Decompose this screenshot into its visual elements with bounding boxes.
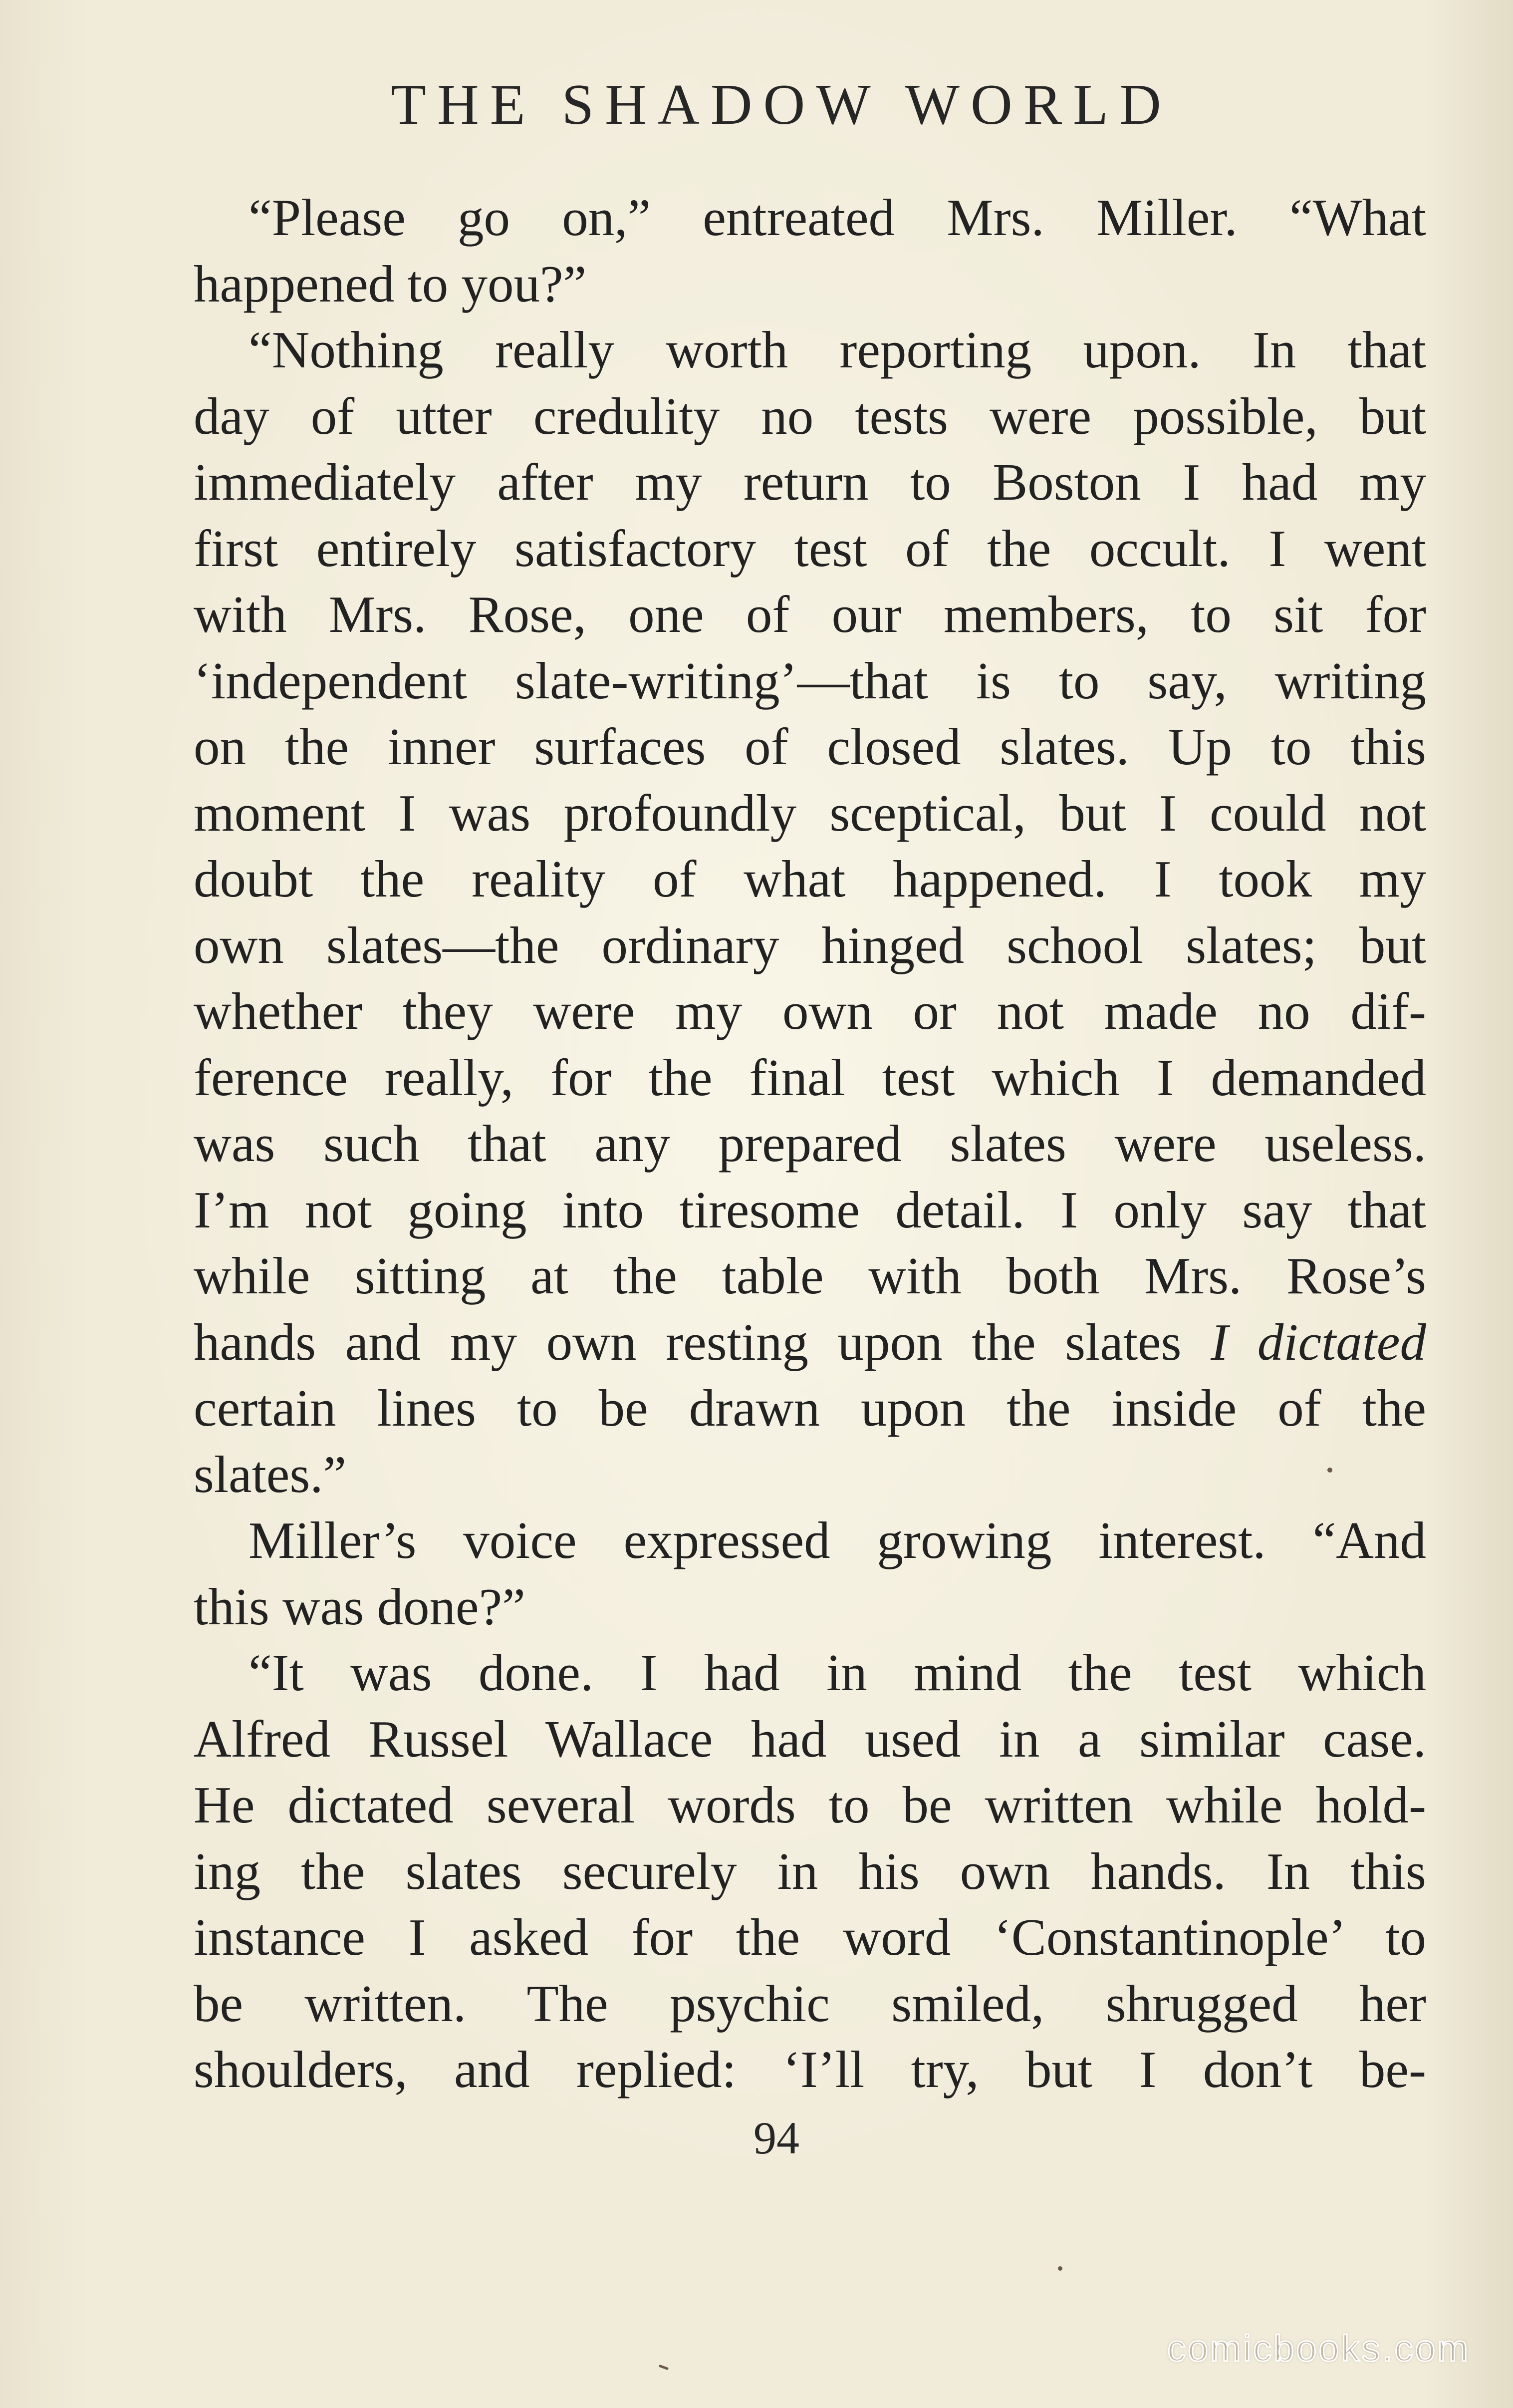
text-line: “Nothing really worth reporting upon. In that xyxy=(249,320,1426,379)
text-line: while sitting at the table with both Mrs. Rose’s xyxy=(194,1246,1426,1305)
text-line: He dictated several words to be written while hold- xyxy=(194,1776,1426,1834)
text-line: was such that any prepared slates were useless. xyxy=(194,1114,1426,1173)
text-line: with Mrs. Rose, one of our members, to sit for xyxy=(194,585,1426,643)
text-line: immediately after my return to Boston I had my xyxy=(194,453,1426,511)
text-line: slates.” xyxy=(194,1445,347,1504)
running-head: THE SHADOW WORLD xyxy=(391,73,1172,137)
text-line xyxy=(194,1309,1426,1376)
text-line: be written. The psychic smiled, shrugged her xyxy=(194,1974,1426,2033)
text-line: doubt the reality of what happened. I took my xyxy=(194,850,1426,908)
text-line: this was done?” xyxy=(194,1577,525,1636)
text-line: “It was done. I had in mind the test which xyxy=(249,1643,1426,1702)
text-line: whether they were my own or not made no dif- xyxy=(194,982,1426,1040)
text-line: Alfred Russel Wallace had used in a similar case. xyxy=(194,1709,1426,1768)
text-line-roman: hands and my own resting upon the slates xyxy=(194,1312,1211,1371)
body-text xyxy=(194,185,1426,2103)
text-line: instance I asked for the word ‘Constantinople’ to xyxy=(194,1908,1426,1966)
italic-phrase: I dictated xyxy=(1211,1312,1426,1371)
text-line: happened to you?” xyxy=(194,254,587,313)
text-line: moment I was profoundly sceptical, but I could not xyxy=(194,783,1426,842)
text-line: certain lines to be drawn upon the inside of the xyxy=(194,1379,1426,1437)
text-line: shoulders, and replied: ‘I’ll try, but I don’t be- xyxy=(194,2040,1426,2099)
text-line: first entirely satisfactory test of the occult. I went xyxy=(194,519,1426,578)
watermark-logo: comicbooks.com xyxy=(1167,2328,1470,2369)
text-line: Miller’s voice expressed growing interest. “And xyxy=(249,1511,1426,1569)
paper-speck xyxy=(1058,2266,1062,2271)
text-line: own slates—the ordinary hinged school slates; but xyxy=(194,915,1426,974)
text-line: ing the slates securely in his own hands. In this xyxy=(194,1841,1426,1900)
text-line: “Please go on,” entreated Mrs. Miller. “What xyxy=(249,188,1426,247)
page-number: 94 xyxy=(754,2112,799,2163)
text-line: day of utter credulity no tests were possible, but xyxy=(194,386,1426,445)
text-line: ‘independent slate-writing’—that is to say, writing xyxy=(194,651,1426,710)
text-line: ference really, for the final test which I demanded xyxy=(194,1048,1426,1107)
text-line: I’m not going into tiresome detail. I only say that xyxy=(194,1180,1426,1239)
paper-speck xyxy=(1327,1468,1332,1473)
paper-speck xyxy=(659,2365,669,2371)
text-line: on the inner surfaces of closed slates. Up to this xyxy=(194,717,1426,776)
